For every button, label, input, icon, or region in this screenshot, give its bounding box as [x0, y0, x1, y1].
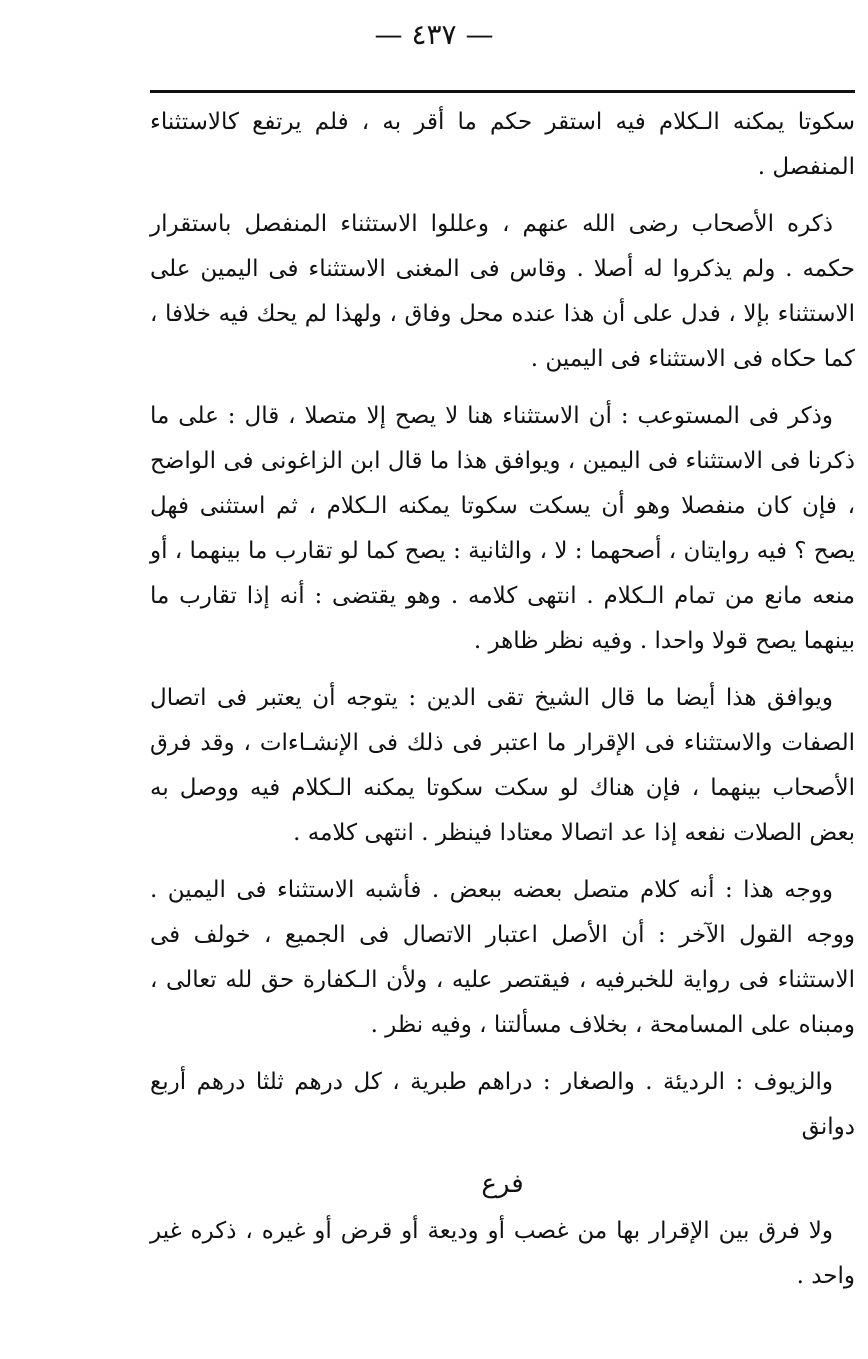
paragraph-5: ووجه هذا : أنه كلام متصل بعضه ببعض . فأشبه الاستثناء فى اليمين . ووجه القول الآخر : أن الأصل اعتبار الاتصال فى الجميع ، خولف فى الاستثناء فى رواية للخبرفيه ، فيقتصر عليه ، ولأن الـكفارة حق لله تعالى ، ومبناه على المسامحة ، بخلاف مسألتنا ، وفيه نظر . — [150, 877, 855, 1038]
header-rule — [150, 90, 855, 93]
paragraph-4: ويوافق هذا أيضا ما قال الشيخ تقى الدين : يتوجه أن يعتبر فى اتصال الصفات والاستثناء فى الإقرار ما اعتبر فى ذلك فى الإنشـاءات ، وقد فرق الأصحاب بينهما ، فإن هناك لو سكت سكوتا يمكنه الـكلام فيه ووصل به بعض الصلات نفعه إذا عد اتصالا معتادا فينظر . انتهى كلامه . — [150, 685, 855, 846]
paragraph-6: والزيوف : الرديئة . والصغار : دراهم طبرية ، كل درهم ثلثا درهم أربع دوانق — [150, 1069, 855, 1140]
final-paragraph: ولا فرق بين الإقرار بها من غصب أو وديعة أو قرض أو غيره ، ذكره غير واحد . — [150, 1218, 855, 1289]
paragraph-2: ذكره الأصحاب رضى الله عنهم ، وعللوا الاستثناء المنفصل باستقرار حكمه . ولم يذكروا له أصلا . وقاس فى المغنى الاستثناء فى اليمين على الاستثناء بإلا ، فدل على أن هذا عنده محل وفاق ، ولهذا لم يحك فيه خلافا ، كما حكاه فى الاستثناء فى اليمين . — [150, 211, 855, 372]
section-heading: فرع — [481, 1169, 524, 1199]
body-text — [150, 100, 855, 1311]
page-number: — ٤٣٧ — — [374, 18, 494, 51]
paragraph-3: وذكر فى المستوعب : أن الاستثناء هنا لا يصح إلا متصلا ، قال : على ما ذكرنا فى الاستثناء فى اليمين ، ويوافق هذا ما قال ابن الزاغونى فى الواضح ، فإن كان منفصلا وهو أن يسكت سكوتا يمكنه الـكلام ، ثم استثنى فهل يصح ؟ فيه روايتان ، أصحهما : لا ، والثانية : يصح كما لو تقارب ما بينهما ، أو منعه مانع من تمام الـكلام . انتهى كلامه . وهو يقتضى : أنه إذا تقارب ما بينهما يصح قولا واحدا . وفيه نظر ظاهر . — [150, 403, 855, 654]
paragraph-1: سكوتا يمكنه الـكلام فيه استقر حكم ما أقر به ، فلم يرتفع كالاستثناء المنفصل . — [150, 109, 855, 180]
